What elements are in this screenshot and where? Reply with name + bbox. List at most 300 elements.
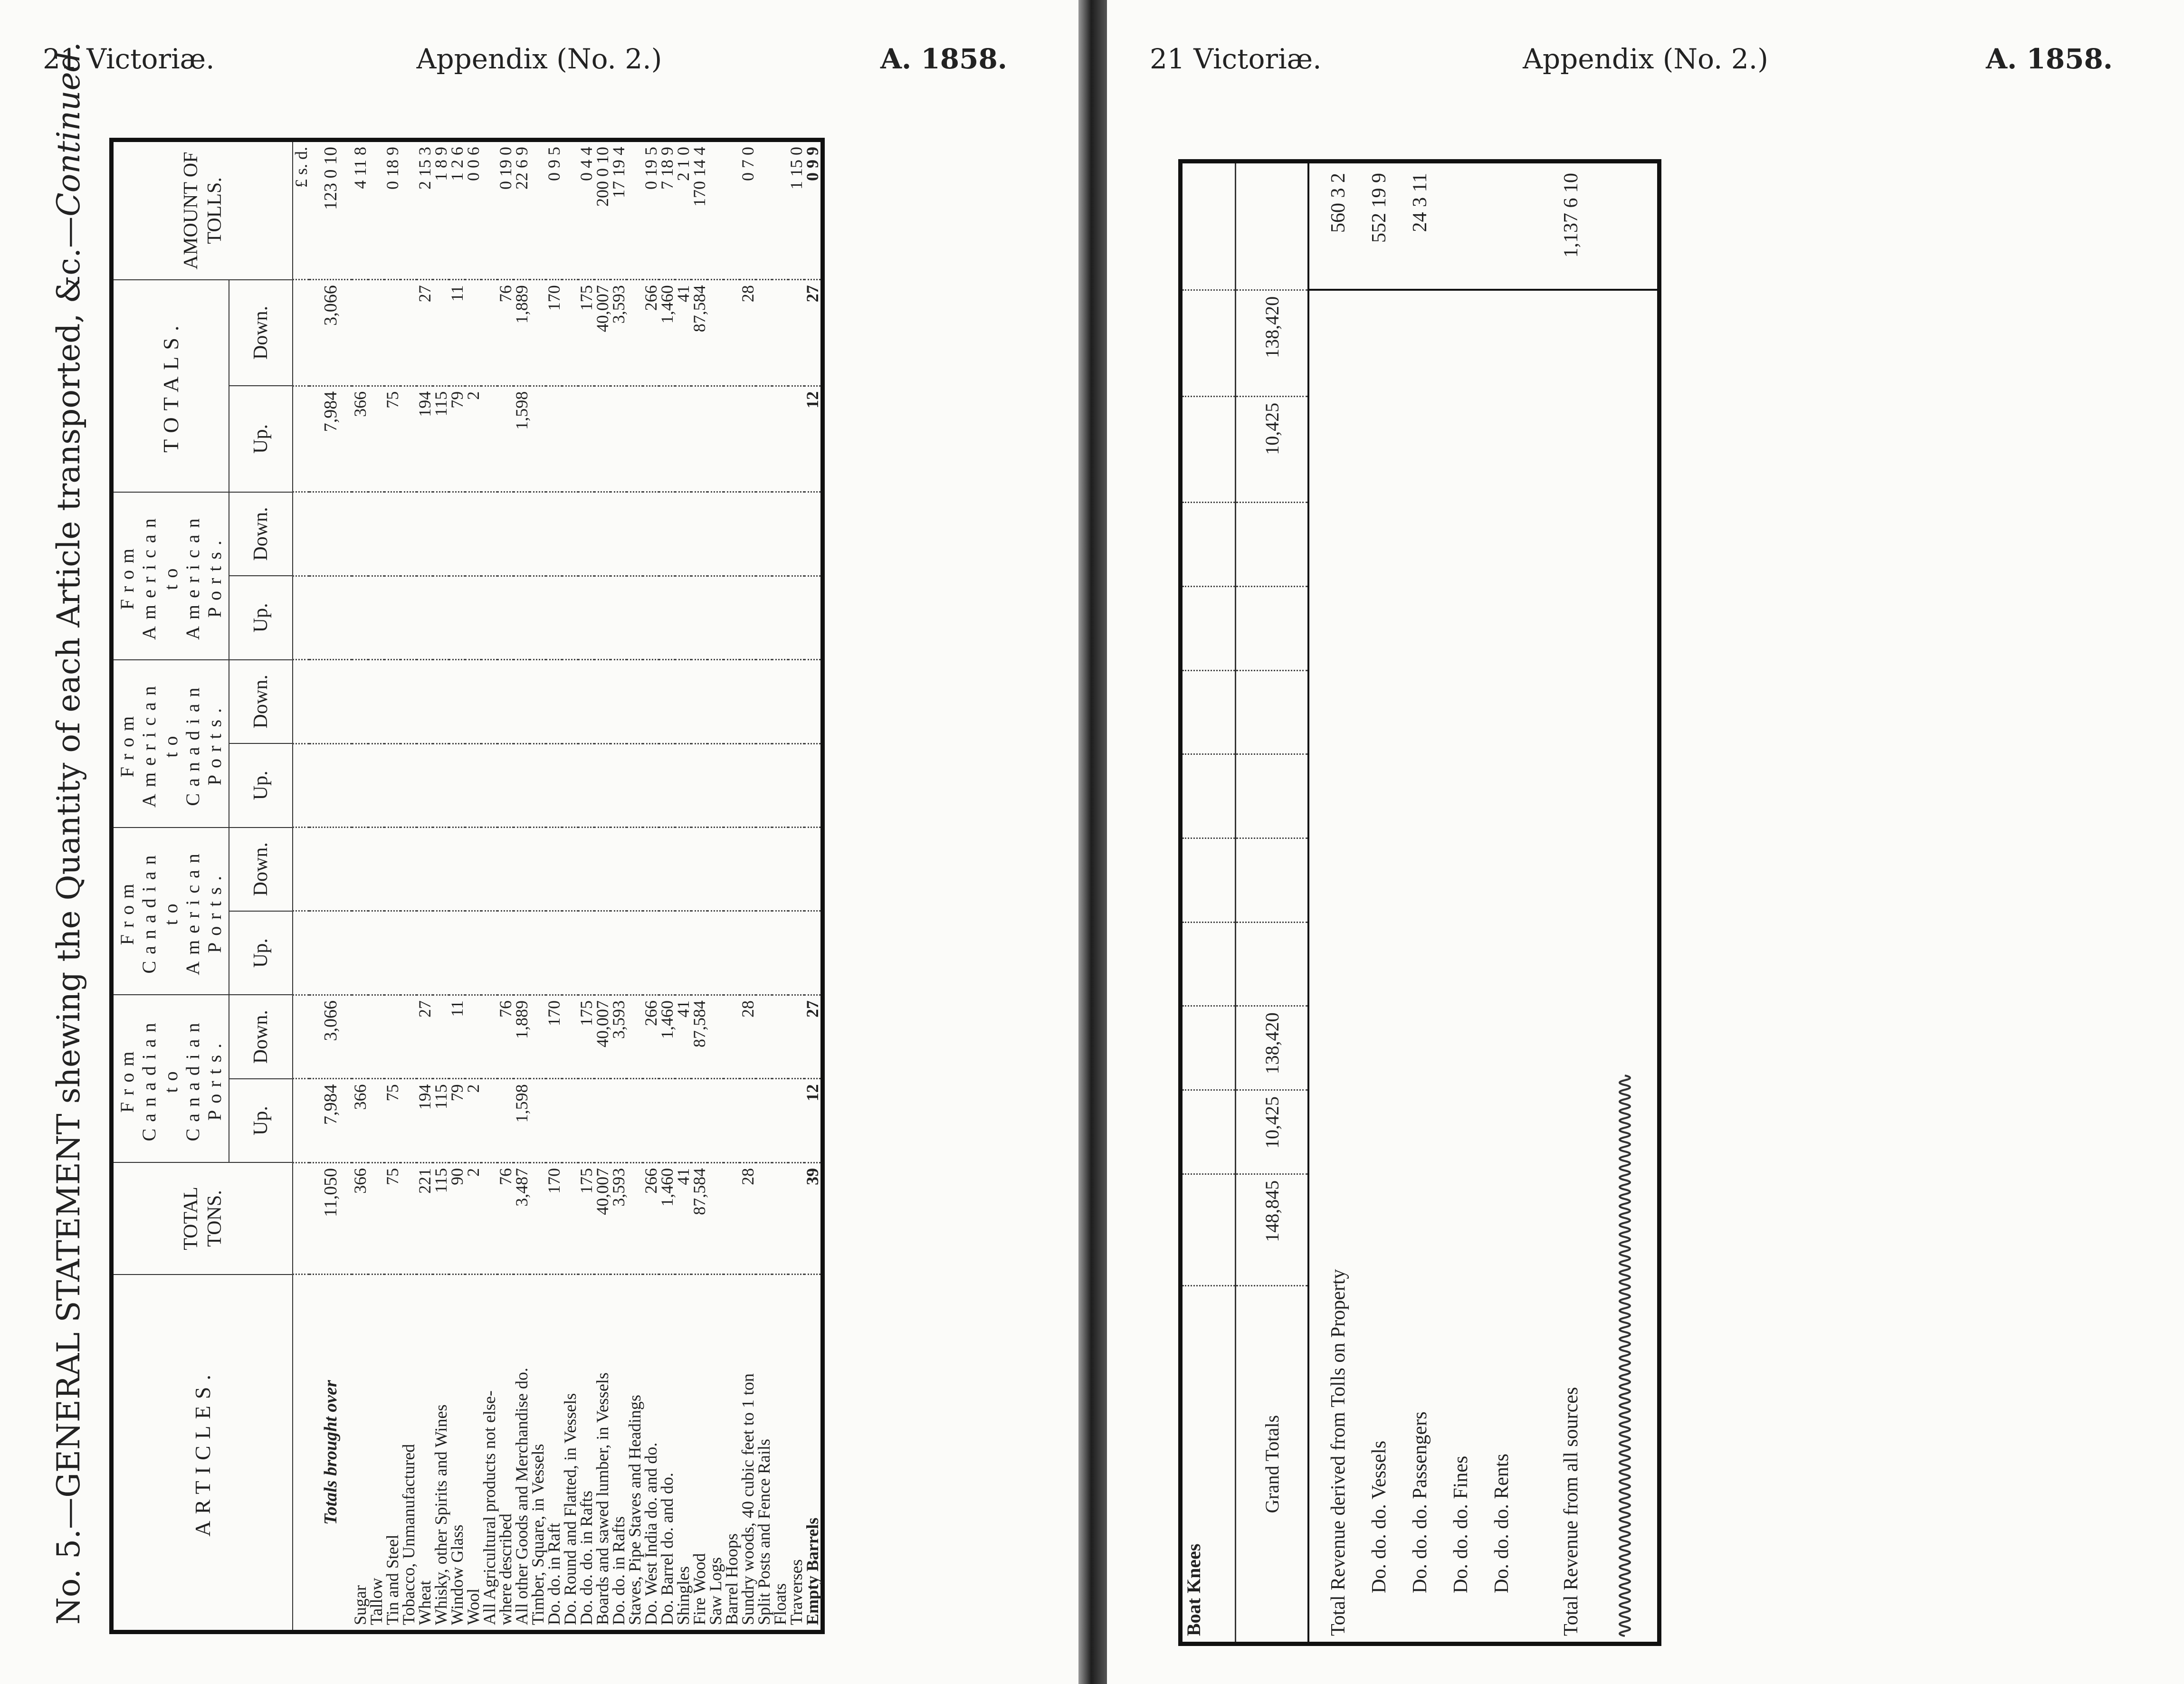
cell-t-up xyxy=(740,386,756,492)
empty-cell xyxy=(481,660,497,743)
empty-cell xyxy=(804,828,823,911)
empty-cell xyxy=(368,492,384,576)
empty-cell xyxy=(772,576,788,659)
empty-cell xyxy=(465,743,481,827)
cell-t-up: 366 xyxy=(352,386,368,492)
empty-cell xyxy=(724,743,740,827)
article-name: Tallow xyxy=(368,1275,384,1632)
cell-tolls: 22 6 9 xyxy=(514,140,530,280)
cell-tolls xyxy=(772,140,788,280)
empty-cell xyxy=(514,911,530,995)
article-row xyxy=(546,140,562,1632)
empty-cell xyxy=(514,660,530,743)
empty-cell xyxy=(449,743,465,827)
empty-cell xyxy=(740,743,756,827)
right-page xyxy=(1107,0,2184,1684)
article-name: Wool xyxy=(465,1275,481,1632)
empty-cell xyxy=(1236,670,1309,754)
empty-cell xyxy=(610,660,627,743)
empty-cell xyxy=(740,911,756,995)
cell-cc-up xyxy=(368,1079,384,1162)
empty-cell xyxy=(1181,754,1236,838)
empty-cell xyxy=(594,576,610,659)
cell-cc-up xyxy=(643,1079,659,1162)
cell-cc-down: 87,584 xyxy=(691,995,707,1078)
empty-cell xyxy=(610,828,627,911)
empty-cell xyxy=(368,743,384,827)
empty-cell xyxy=(707,743,724,827)
empty-cell xyxy=(481,743,497,827)
cell-tolls xyxy=(562,140,578,280)
empty-cell xyxy=(546,743,562,827)
cell-cc-down: 1,889 xyxy=(514,995,530,1078)
grand-totals-up: 10,425 xyxy=(1236,396,1309,503)
empty-cell xyxy=(530,492,546,576)
empty-cell xyxy=(578,492,594,576)
article-row xyxy=(530,140,546,1632)
grand-totals-table xyxy=(1178,159,1661,1646)
empty-cell xyxy=(309,911,352,995)
empty-cell xyxy=(433,911,449,995)
revenue-line-amount: 552 19 9 xyxy=(1368,173,1390,243)
cell-tons: 76 xyxy=(497,1162,514,1274)
cell-t-down: 1,460 xyxy=(659,280,675,386)
cell-cc-down xyxy=(627,995,643,1078)
article-row xyxy=(352,140,368,1632)
article-row xyxy=(368,140,384,1632)
empty-cell xyxy=(514,828,530,911)
cell-cc-up: 1,598 xyxy=(514,1079,530,1162)
empty-cell xyxy=(309,743,352,827)
cell-t-up: 1,598 xyxy=(514,386,530,492)
cell-cc-up xyxy=(707,1079,724,1162)
empty-cell xyxy=(1236,838,1309,923)
cell-cc-up xyxy=(627,1079,643,1162)
empty-cell xyxy=(627,911,643,995)
empty-cell xyxy=(740,660,756,743)
empty-cell xyxy=(643,743,659,827)
empty-cell xyxy=(546,828,562,911)
cell-t-down xyxy=(562,280,578,386)
cell-tons: 39 xyxy=(804,1162,823,1274)
empty-cell xyxy=(1236,162,1309,290)
revenue-total-line xyxy=(1551,296,1592,1636)
empty-cell xyxy=(562,492,578,576)
empty-cell xyxy=(309,576,352,659)
cell-cc-up xyxy=(659,1079,675,1162)
article-name: Boards and sawed lumber, in Vessels xyxy=(594,1275,610,1632)
cell-t-down xyxy=(433,280,449,386)
empty-cell xyxy=(514,743,530,827)
col-up-label: Up. xyxy=(229,911,293,995)
cell-cc-down xyxy=(788,995,804,1078)
empty-cell xyxy=(691,911,707,995)
cell-t-up xyxy=(497,386,514,492)
wavy-rule-decoration xyxy=(1606,1066,1644,1636)
empty-cell xyxy=(707,576,724,659)
empty-cell xyxy=(384,576,401,659)
title-continued: Continued. xyxy=(50,42,87,217)
article-row xyxy=(643,140,659,1632)
empty-cell xyxy=(546,492,562,576)
cell-t-down xyxy=(384,280,401,386)
article-row xyxy=(675,140,691,1632)
cell-cc-up xyxy=(610,1079,627,1162)
empty-cell xyxy=(707,828,724,911)
cell-t-down: 87,584 xyxy=(691,280,707,386)
empty-cell xyxy=(643,576,659,659)
empty-cell xyxy=(546,911,562,995)
empty-cell xyxy=(724,828,740,911)
cell-cc-down xyxy=(433,995,449,1078)
cell-t-down: 41 xyxy=(675,280,691,386)
article-row xyxy=(417,140,433,1632)
cell-cc-up: 2 xyxy=(465,1079,481,1162)
cell-t-up xyxy=(756,386,772,492)
cell-tons: 115 xyxy=(433,1162,449,1274)
empty-cell xyxy=(659,660,675,743)
empty-cell xyxy=(643,492,659,576)
cell-t-up xyxy=(788,386,804,492)
rotated-continuation xyxy=(1178,135,2105,1646)
cell-tolls xyxy=(707,140,724,280)
empty-cell xyxy=(562,576,578,659)
empty-cell xyxy=(610,743,627,827)
cell-cc-up: 7,984 xyxy=(309,1079,352,1162)
cell-t-down: 27 xyxy=(804,280,823,386)
cell-tolls: 200 0 10 xyxy=(594,140,610,280)
cell-t-up xyxy=(675,386,691,492)
cell-t-up xyxy=(659,386,675,492)
group-header-ac: From American to Canadian Ports. xyxy=(112,660,229,828)
empty-cell xyxy=(368,911,384,995)
empty-cell xyxy=(449,911,465,995)
article-row xyxy=(433,140,449,1632)
cell-cc-up xyxy=(594,1079,610,1162)
empty-cell xyxy=(788,911,804,995)
totals-header: TOTALS. xyxy=(112,280,229,492)
revenue-lines xyxy=(1318,296,1522,1636)
empty-cell xyxy=(1181,396,1236,503)
empty-cell xyxy=(1181,290,1236,396)
article-row xyxy=(594,140,610,1632)
empty-cell xyxy=(643,660,659,743)
cell-cc-up xyxy=(481,1079,497,1162)
empty-cell xyxy=(594,911,610,995)
article-name: Timber, Square, in Vessels xyxy=(530,1275,546,1632)
empty-cell xyxy=(724,576,740,659)
cell-tons: 28 xyxy=(740,1162,756,1274)
cell-tolls xyxy=(627,140,643,280)
cell-cc-down: 175 xyxy=(578,995,594,1078)
col-down-label: Down. xyxy=(229,492,293,576)
cell-t-up: 79 xyxy=(449,386,465,492)
spacer-cell xyxy=(293,1079,309,1162)
cell-t-up xyxy=(578,386,594,492)
empty-cell xyxy=(384,492,401,576)
cell-tolls xyxy=(401,140,417,280)
empty-cell xyxy=(384,660,401,743)
empty-cell xyxy=(675,911,691,995)
empty-cell xyxy=(578,660,594,743)
cell-t-down: 40,007 xyxy=(594,280,610,386)
empty-cell xyxy=(627,492,643,576)
empty-cell xyxy=(417,911,433,995)
empty-cell xyxy=(465,492,481,576)
cell-t-down: 175 xyxy=(578,280,594,386)
cell-t-up xyxy=(594,386,610,492)
empty-cell xyxy=(481,576,497,659)
article-name: Do. do. do. in Rafts xyxy=(578,1275,594,1632)
revenue-line-amount: 560 3 2 xyxy=(1327,173,1349,233)
amount-of-tolls-header xyxy=(112,140,293,280)
cell-cc-up xyxy=(578,1079,594,1162)
cell-t-down xyxy=(530,280,546,386)
empty-cell xyxy=(368,828,384,911)
cell-t-up: 2 xyxy=(465,386,481,492)
spacer-cell xyxy=(293,386,309,492)
revenue-line xyxy=(1359,296,1400,1636)
cell-tolls xyxy=(368,140,384,280)
cell-tons xyxy=(401,1162,417,1274)
spacer-cell xyxy=(293,1162,309,1274)
article-name: Totals brought over xyxy=(309,1275,352,1632)
empty-cell xyxy=(562,828,578,911)
empty-cell xyxy=(401,660,417,743)
money-units: £ s. d. xyxy=(293,140,309,280)
cell-cc-up: 79 xyxy=(449,1079,465,1162)
empty-cell xyxy=(627,576,643,659)
col-up-label: Up. xyxy=(229,576,293,659)
cell-t-up xyxy=(368,386,384,492)
empty-cell xyxy=(772,492,788,576)
cell-t-up xyxy=(401,386,417,492)
cell-tons: 75 xyxy=(384,1162,401,1274)
cell-t-up xyxy=(562,386,578,492)
article-row xyxy=(465,140,481,1632)
cell-cc-down xyxy=(724,995,740,1078)
cell-t-down xyxy=(627,280,643,386)
cell-cc-down: 3,066 xyxy=(309,995,352,1078)
article-row xyxy=(659,140,675,1632)
empty-cell xyxy=(497,743,514,827)
cell-tons xyxy=(772,1162,788,1274)
empty-cell xyxy=(578,743,594,827)
col-down-label: Down. xyxy=(229,828,293,911)
article-name: Fire Wood xyxy=(691,1275,707,1632)
revenue-line-label: Do. do. do. Rents xyxy=(1491,1454,1513,1593)
empty-cell xyxy=(691,743,707,827)
cell-t-up xyxy=(627,386,643,492)
article-name: Do. Round and Flatted, in Vessels xyxy=(562,1275,578,1632)
empty-cell xyxy=(401,743,417,827)
empty-cell xyxy=(659,828,675,911)
col-down-label: Down. xyxy=(229,660,293,743)
article-row xyxy=(756,140,772,1632)
cell-tolls: 0 18 9 xyxy=(384,140,401,280)
article-name: Do. do. in Rafts xyxy=(610,1275,627,1632)
empty-cell xyxy=(1181,1174,1236,1286)
empty-cell xyxy=(627,828,643,911)
spacer-cell xyxy=(293,911,309,995)
article-name: Do. West India do. and do. xyxy=(643,1275,659,1632)
empty-cell xyxy=(465,660,481,743)
cell-cc-down xyxy=(481,995,497,1078)
cell-tons xyxy=(368,1162,384,1274)
empty-cell xyxy=(530,911,546,995)
cell-cc-down xyxy=(772,995,788,1078)
cell-t-down xyxy=(707,280,724,386)
cell-cc-down xyxy=(530,995,546,1078)
empty-cell xyxy=(707,660,724,743)
cell-cc-up: 75 xyxy=(384,1079,401,1162)
spacer-cell xyxy=(293,743,309,827)
empty-cell xyxy=(724,911,740,995)
empty-cell xyxy=(740,828,756,911)
grand-totals-down: 138,420 xyxy=(1236,290,1309,396)
cell-t-up xyxy=(530,386,546,492)
grand-totals-row xyxy=(1236,162,1309,1644)
cell-cc-down xyxy=(352,995,368,1078)
empty-cell xyxy=(1181,162,1236,290)
cell-cc-up xyxy=(546,1079,562,1162)
article-name: where described xyxy=(497,1275,514,1632)
article-name: Whisky, other Spirits and Wines xyxy=(433,1275,449,1632)
revenue-total-amount: 1,137 6 10 xyxy=(1560,173,1582,258)
empty-cell xyxy=(417,828,433,911)
cell-tolls: 1 2 6 xyxy=(449,140,465,280)
cell-tolls xyxy=(481,140,497,280)
cell-cc-up xyxy=(497,1079,514,1162)
cell-tolls: 17 19 4 xyxy=(610,140,627,280)
empty-cell xyxy=(578,828,594,911)
empty-cell xyxy=(804,660,823,743)
cell-t-down xyxy=(772,280,788,386)
article-name: Saw Logs xyxy=(707,1275,724,1632)
cell-tons: 87,584 xyxy=(691,1162,707,1274)
empty-cell xyxy=(756,492,772,576)
article-row xyxy=(481,140,497,1632)
cell-cc-down: 3,593 xyxy=(610,995,627,1078)
article-row xyxy=(707,140,724,1632)
empty-cell xyxy=(433,492,449,576)
cell-tolls: 1 15 0 xyxy=(788,140,804,280)
empty-cell xyxy=(562,743,578,827)
spacer-cell xyxy=(293,828,309,911)
empty-cell xyxy=(384,911,401,995)
article-row xyxy=(309,140,352,1632)
article-name: Shingles xyxy=(675,1275,691,1632)
cell-tons xyxy=(756,1162,772,1274)
revenue-line-label: Do. do. do. Passengers xyxy=(1409,1411,1431,1593)
empty-cell xyxy=(481,911,497,995)
empty-cell xyxy=(352,911,368,995)
articles-table xyxy=(109,138,825,1634)
cell-t-up: 194 xyxy=(417,386,433,492)
empty-cell xyxy=(401,911,417,995)
empty-cell xyxy=(707,911,724,995)
empty-cell xyxy=(756,660,772,743)
empty-cell xyxy=(368,576,384,659)
cell-cc-down: 76 xyxy=(497,995,514,1078)
boat-knees-label: Boat Knees xyxy=(1181,1286,1236,1644)
empty-cell xyxy=(1181,670,1236,754)
empty-cell xyxy=(643,828,659,911)
empty-cell xyxy=(772,660,788,743)
empty-cell xyxy=(756,911,772,995)
spacer-cell xyxy=(293,492,309,576)
cell-tons: 366 xyxy=(352,1162,368,1274)
revenue-line-label: Total Revenue derived from Tolls on Property xyxy=(1327,1269,1349,1636)
empty-cell xyxy=(804,492,823,576)
article-row xyxy=(497,140,514,1632)
empty-cell xyxy=(449,492,465,576)
cell-t-up xyxy=(707,386,724,492)
col-up-label: Up. xyxy=(229,743,293,827)
empty-cell xyxy=(417,576,433,659)
empty-cell xyxy=(1236,503,1309,587)
cell-t-up xyxy=(691,386,707,492)
cell-tons: 221 xyxy=(417,1162,433,1274)
cell-tolls xyxy=(724,140,740,280)
running-head-right: A. 1858. xyxy=(880,43,1007,75)
cell-t-up xyxy=(772,386,788,492)
cell-tolls: 0 0 6 xyxy=(465,140,481,280)
boat-knees-row xyxy=(1181,162,1236,1644)
money-units-row xyxy=(293,140,309,1632)
cell-t-up: 75 xyxy=(384,386,401,492)
cell-cc-up xyxy=(772,1079,788,1162)
empty-cell xyxy=(449,660,465,743)
cell-tons: 175 xyxy=(578,1162,594,1274)
cell-tons: 3,487 xyxy=(514,1162,530,1274)
group-header-aa: From American to American Ports. xyxy=(112,492,229,660)
empty-cell xyxy=(562,911,578,995)
revenue-line-amount xyxy=(1440,173,1481,279)
article-name: Tin and Steel xyxy=(384,1275,401,1632)
cell-t-up xyxy=(724,386,740,492)
revenue-line xyxy=(1440,296,1481,1636)
col-down-label: Down. xyxy=(229,995,293,1078)
article-name: Sugar xyxy=(352,1275,368,1632)
empty-cell xyxy=(530,743,546,827)
empty-cell xyxy=(497,911,514,995)
statement-title xyxy=(33,42,109,1634)
cell-tons: 3,593 xyxy=(610,1162,627,1274)
article-row xyxy=(740,140,756,1632)
cell-tons: 11,050 xyxy=(309,1162,352,1274)
empty-cell xyxy=(1236,754,1309,838)
empty-cell xyxy=(352,576,368,659)
cell-t-up xyxy=(610,386,627,492)
empty-cell xyxy=(384,743,401,827)
revenue-line xyxy=(1481,296,1522,1636)
article-name: Split Posts and Fence Rails xyxy=(756,1275,772,1632)
empty-cell xyxy=(1236,587,1309,671)
cell-tons xyxy=(707,1162,724,1274)
empty-cell xyxy=(1181,587,1236,671)
cell-tons xyxy=(627,1162,643,1274)
empty-cell xyxy=(530,828,546,911)
article-row xyxy=(562,140,578,1632)
empty-cell xyxy=(352,660,368,743)
empty-cell xyxy=(433,743,449,827)
article-row xyxy=(788,140,804,1632)
cell-tons: 2 xyxy=(465,1162,481,1274)
cell-tons: 170 xyxy=(546,1162,562,1274)
revenue-amounts-list xyxy=(1318,173,1522,279)
cell-cc-down xyxy=(401,995,417,1078)
